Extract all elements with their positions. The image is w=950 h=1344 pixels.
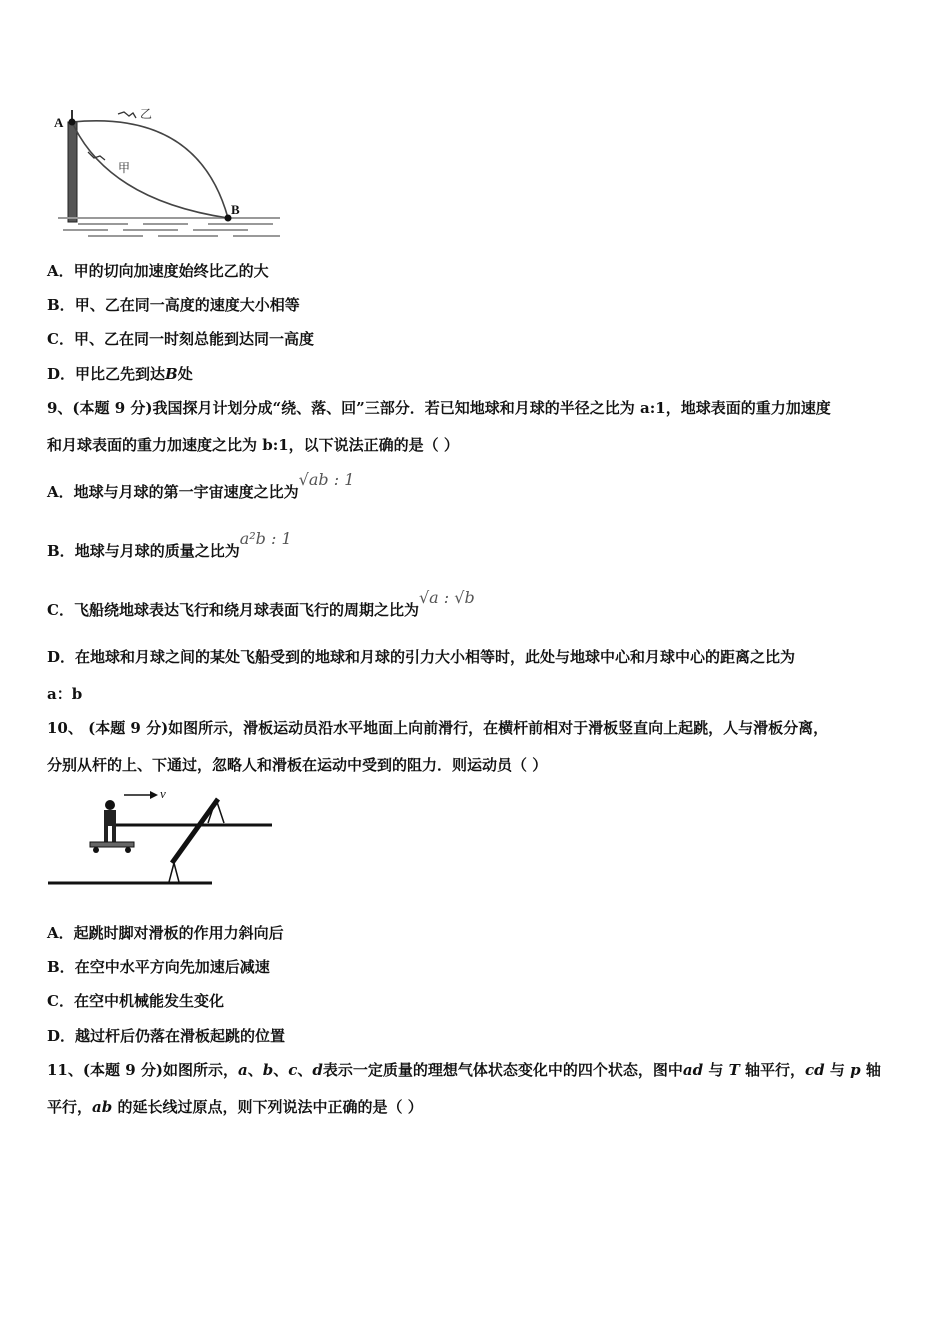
stem-text: 轴 xyxy=(865,1061,881,1079)
var-cd: cd xyxy=(805,1061,825,1079)
var-a: a xyxy=(237,1061,248,1079)
point-a xyxy=(69,119,76,126)
q11-stem-line2 xyxy=(47,1097,423,1117)
option-label: B． xyxy=(47,958,75,976)
label-jia: 甲 xyxy=(118,161,131,175)
var-ab: ab xyxy=(92,1098,113,1116)
q8-option-d xyxy=(47,364,193,384)
stem-text: 与 xyxy=(708,1061,724,1079)
option-text: 甲、乙在同一高度的速度大小相等 xyxy=(74,296,300,314)
option-label: C． xyxy=(47,992,74,1010)
q8-option-c xyxy=(47,329,314,349)
option-text: 在空中机械能发生变化 xyxy=(73,992,224,1010)
stem-text: 与 xyxy=(829,1061,845,1079)
label-yi: 乙 xyxy=(140,107,153,121)
option-label: C． xyxy=(47,601,74,619)
option-text: 越过杆后仍落在滑板起跳的位置 xyxy=(75,1027,286,1045)
option-label: D． xyxy=(47,365,76,383)
pole xyxy=(68,122,77,222)
q10-stem-line2: 分别从杆的上、下通过，忽略人和滑板在运动中受到的阻力．则运动员（ ） xyxy=(47,756,548,774)
q11-stem-line1: 11、(本题 9 分)如图所示，a、b、c、d表示一定质量的理想气体状态变化中的四个状态，图中ad 与 T 轴平行，cd 与 p 轴 xyxy=(47,1061,881,1079)
q10-option-d xyxy=(47,1026,285,1046)
option-label: D． xyxy=(47,1027,76,1045)
var-b: b xyxy=(262,1061,274,1079)
option-label: A． xyxy=(47,924,74,942)
stem-text: 平行， xyxy=(47,1098,93,1116)
slanted-bar xyxy=(172,799,218,863)
q10-stem-line1: 10、 (本题 9 分)如图所示，滑板运动员沿水平地面上向前滑行，在横杆前相对于滑板竖直向上起跳，人与滑板分离， xyxy=(47,719,829,737)
figure-skateboard xyxy=(46,785,276,889)
q8-option-b xyxy=(47,295,300,315)
stem-text: 轴平行， xyxy=(745,1061,806,1079)
stem-text: 11、(本题 9 分)如图所示， xyxy=(47,1061,238,1079)
var-p: p xyxy=(850,1061,861,1079)
figure-slides xyxy=(48,100,288,242)
option-text: 地球与月球的质量之比为 xyxy=(74,542,240,560)
option-var: B xyxy=(165,365,178,383)
q9-option-d xyxy=(47,647,795,667)
q10-option-c xyxy=(47,991,224,1011)
var-ad: ad xyxy=(682,1061,704,1079)
q9-option-c xyxy=(47,588,475,620)
q9-stem-line2: 和月球表面的重力加速度之比为 b:1，以下说法正确的是（ ） xyxy=(47,436,459,454)
q9-option-d-cont: a：b xyxy=(47,685,83,703)
option-label: B． xyxy=(47,542,75,560)
q10-option-a xyxy=(47,923,284,943)
formula: √ab : 1 xyxy=(298,470,355,489)
option-text: 飞船绕地球表达飞行和绕月球表面飞行的周期之比为 xyxy=(73,601,419,619)
option-tail: 处 xyxy=(177,365,193,383)
option-label: B． xyxy=(47,296,75,314)
q8-option-a xyxy=(47,261,269,281)
option-label: A． xyxy=(47,483,74,501)
option-text: 甲比乙先到达 xyxy=(75,365,166,383)
option-text: 地球与月球的第一宇宙速度之比为 xyxy=(73,483,299,501)
q10-option-b xyxy=(47,957,270,977)
stem-text: 表示一定质量的理想气体状态变化中的四个状态，图中 xyxy=(322,1061,683,1079)
q9-stem-line1: 9、(本题 9 分)我国探月计划分成“绕、落、回”三部分．若已知地球和月球的半径之比为 a:1，地球表面的重力加速度 xyxy=(47,399,831,417)
option-text: 在空中水平方向先加速后减速 xyxy=(74,958,270,976)
option-label: A． xyxy=(47,262,74,280)
var-c: c xyxy=(288,1061,298,1079)
q9-option-a xyxy=(47,470,355,502)
velocity-label: v xyxy=(160,786,166,801)
option-text: 起跳时脚对滑板的作用力斜向后 xyxy=(73,924,284,942)
option-label: D． xyxy=(47,648,76,666)
q9-option-b xyxy=(47,529,292,561)
option-text: 在地球和月球之间的某处飞船受到的地球和月球的引力大小相等时，此处与地球中心和月球中心的距离之比为 xyxy=(75,648,796,666)
stem-text: 的延长线过原点，则下列说法中正确的是（ ） xyxy=(117,1098,423,1116)
formula: a²b : 1 xyxy=(239,529,292,548)
var-d: d xyxy=(312,1061,323,1079)
label-a: A xyxy=(54,115,64,130)
var-t: T xyxy=(728,1061,740,1079)
option-text: 甲、乙在同一时刻总能到达同一高度 xyxy=(73,330,314,348)
formula: √a : √b xyxy=(418,588,475,607)
label-b: B xyxy=(231,202,240,217)
option-text: 甲的切向加速度始终比乙的大 xyxy=(73,262,269,280)
option-label: C． xyxy=(47,330,74,348)
